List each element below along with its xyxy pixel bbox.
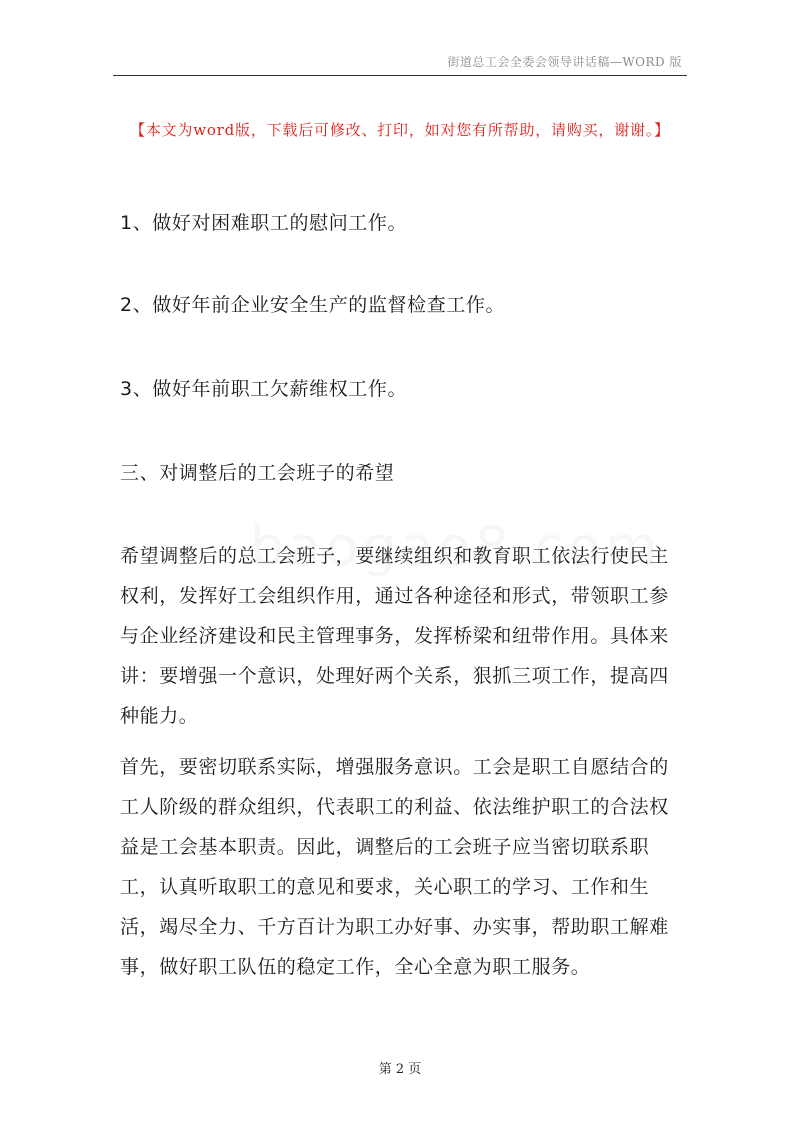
notice-text: 【本文为word版，下载后可修改、打印，如对您有所帮助，请购买，谢谢。】 — [130, 121, 670, 139]
list-item-3: 3、做好年前职工欠薪维权工作。 — [120, 378, 408, 400]
section-heading: 三、对调整后的工会班子的希望 — [120, 462, 395, 484]
body-paragraph-1: 希望调整后的总工会班子，要继续组织和教育职工依法行使民主权利，发挥好工会组织作用，通过各种途径和形式，带领职工参与企业经济建设和民主管理事务，发挥桥梁和纽带作用。具体来讲：要增强一个意识，处理好两个关系，狠抓三项工作，提高四种能力。 — [120, 545, 669, 727]
list-item-1: 1、做好对困难职工的慰问工作。 — [120, 212, 408, 234]
list-item-2: 2、做好年前企业安全生产的监督检查工作。 — [120, 294, 506, 316]
body-paragraph-2: 首先，要密切联系实际，增强服务意识。工会是职工自愿结合的工人阶级的群众组织，代表职工的利益、依法维护职工的合法权益是工会基本职责。因此，调整后的工会班子应当密切联系职工，认真听取职工的意见和要求，关心职工的学习、工作和生活，竭尽全力、千方百计为职工办好事、办实事，帮助职工解难事，做好职工队伍的稳定工作，全心全意为职工服务。 — [120, 756, 669, 978]
page-number: 第 2 页 — [378, 1062, 422, 1077]
header-divider — [113, 75, 687, 76]
page-header-title: 街道总工会全委会领导讲话稿—WORD 版 — [447, 55, 682, 69]
